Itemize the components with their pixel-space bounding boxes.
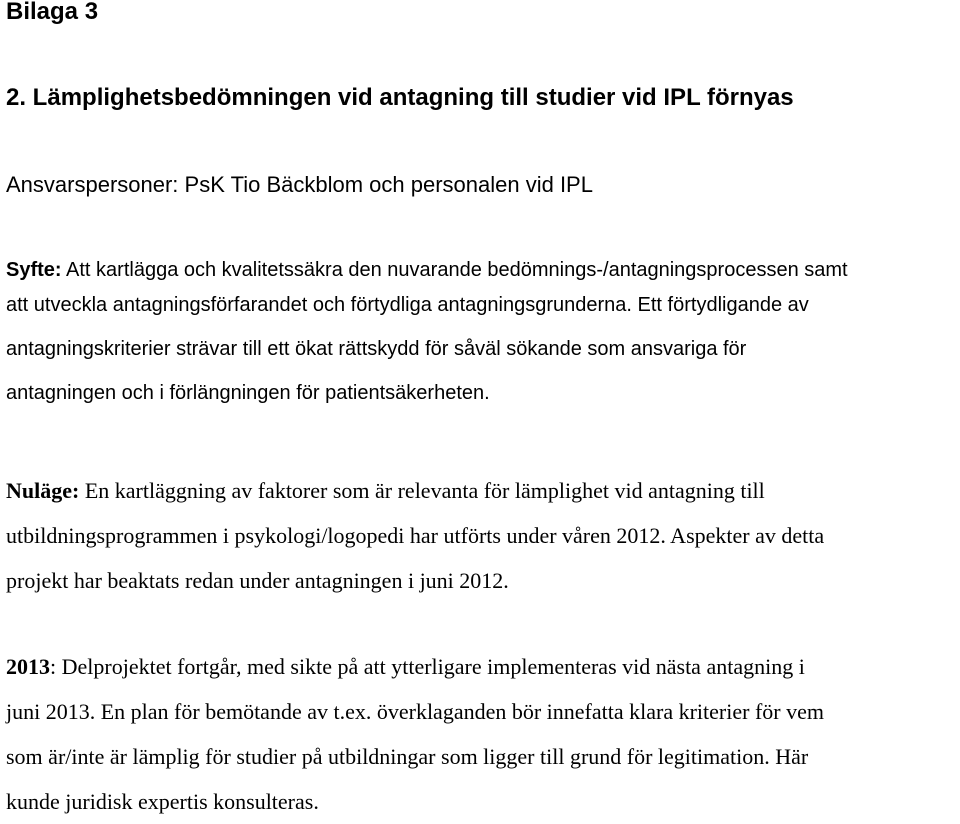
plan-2013-paragraph [6,644,956,824]
status-line-1 [6,468,956,513]
purpose-label: Syfte: [6,259,62,281]
appendix-label: Bilaga 3 [6,0,99,25]
purpose-paragraph [6,283,956,415]
purpose-line-4: antagningen och i förlängningen för patientsäkerheten. [6,382,490,404]
plan-year-label: 2013 [6,654,50,679]
section-heading: 2. Lämplighetsbedömningen vid antagning till studier vid IPL förnyas [6,84,794,111]
purpose-text-1: Att kartlägga och kvalitetssäkra den nuvarande bedömnings-/antagningsprocessen samt [61,259,848,281]
plan-line-2: juni 2013. En plan för bemötande av t.ex. överklaganden bör innefatta klara kriterier för vem [6,699,824,724]
status-line-2: utbildningsprogrammen i psykologi/logopedi har utförts under våren 2012. Aspekter av detta [6,523,825,548]
status-label: Nuläge: [6,478,80,503]
purpose-line-3: antagningskriterier strävar till ett ökat rättskydd för såväl sökande som ansvariga för [6,338,747,360]
purpose-line-2: att utveckla antagningsförfarandet och förtydliga antagningsgrunderna. Ett förtydligande av [6,294,809,316]
status-paragraph [6,468,956,603]
responsible-persons: Ansvarspersoner: PsK Tio Bäckblom och personalen vid IPL [6,172,593,197]
plan-line-1 [6,644,956,689]
plan-line-3: som är/inte är lämplig för studier på utbildningar som ligger till grund för legitimation. Här [6,744,809,769]
status-line-3: projekt har beaktats redan under antagningen i juni 2012. [6,568,509,593]
status-text-1: En kartläggning av faktorer som är relevanta för lämplighet vid antagning till [79,478,765,503]
purpose-paragraph-first-line [6,258,956,282]
plan-line-4: kunde juridisk expertis konsulteras. [6,789,319,814]
purpose-line-1 [6,258,956,282]
plan-text-1: : Delprojektet fortgår, med sikte på att ytterligare implementeras vid nästa antagning i [50,654,805,679]
